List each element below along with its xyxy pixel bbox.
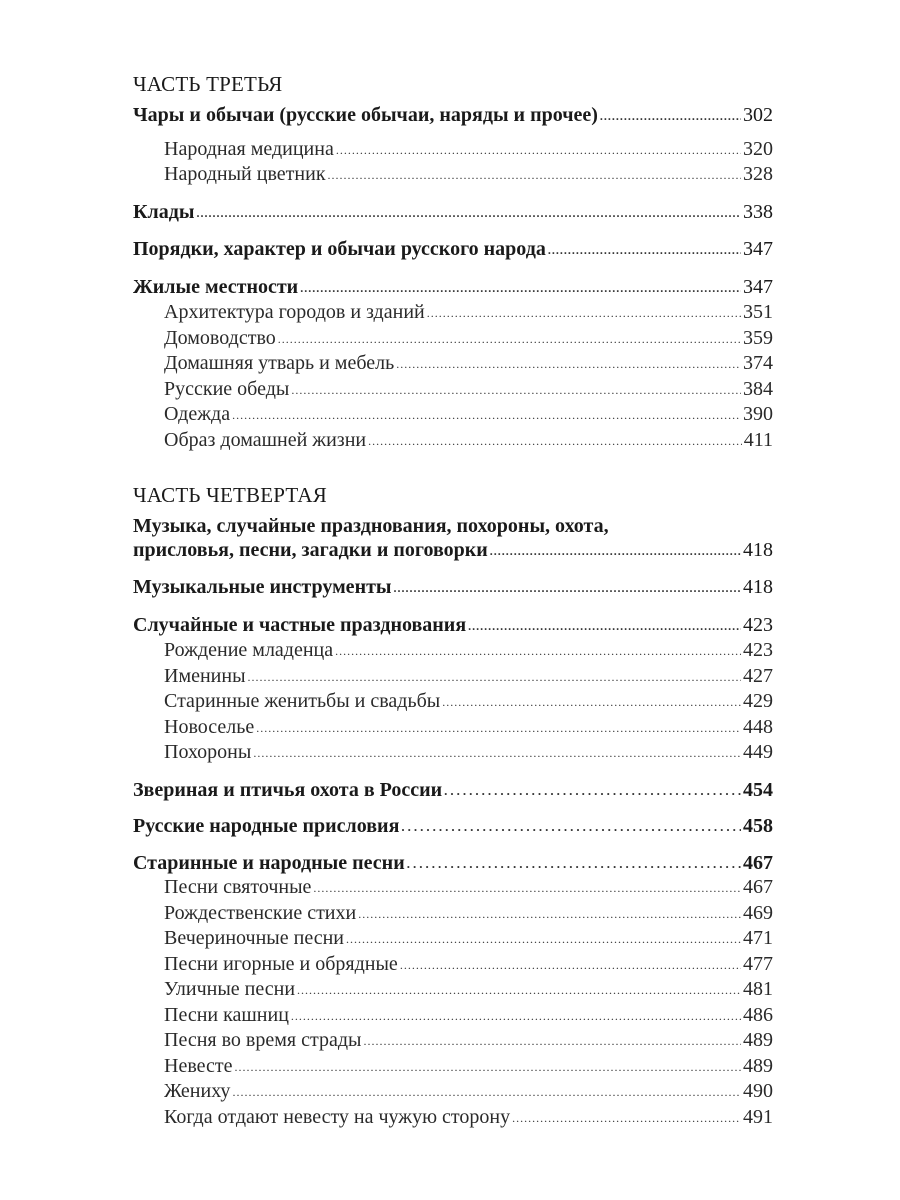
toc-subentry[interactable] [133,639,773,665]
toc-subentry[interactable] [133,978,773,1004]
dot-leader [548,239,741,263]
toc-entry[interactable] [133,614,773,640]
toc-subentry[interactable] [133,716,773,742]
toc-subentry-page: 477 [743,952,773,975]
toc-section [133,576,773,602]
dot-leader [512,1107,741,1131]
toc-subentry-page: 328 [743,163,773,185]
toc-entry[interactable] [133,276,773,302]
toc-subentry[interactable] [133,1106,773,1132]
toc-subentry[interactable] [133,327,773,353]
toc-section [133,238,773,264]
toc-entry[interactable] [133,576,773,602]
toc-subentry[interactable] [133,352,773,378]
toc-entry[interactable] [133,201,773,227]
dot-leader [401,815,741,839]
toc-subentry-page: 481 [743,978,773,1000]
dot-leader [297,979,741,1003]
toc-subentry-page: 490 [743,1080,773,1102]
toc-subentry-page: 427 [743,664,773,687]
part-heading: ЧАСТЬ ЧЕТВЕРТАЯ [133,483,327,507]
toc-subentry-title: Народная медицина [164,137,334,160]
toc-subentry[interactable] [133,378,773,404]
dot-leader [232,404,741,428]
toc-entry-title-line1: Музыка, случайные празднования, похороны, охота, [133,515,609,537]
toc-section [133,515,773,564]
toc-subentry-title: Похороны [164,741,252,763]
dot-leader [335,640,741,664]
dot-leader [442,691,741,715]
dot-leader [400,954,741,978]
dot-leader [368,430,742,454]
toc-subentry-page: 449 [743,741,773,763]
toc-subentry-page: 467 [743,876,773,898]
toc-subentry-page: 390 [743,403,773,425]
toc-subentry-page: 429 [743,690,773,712]
toc-entry-page: 347 [743,238,773,260]
dot-leader [396,353,741,377]
toc-entry-title: Клады [133,200,195,223]
dot-leader [490,540,741,564]
part-spacer [133,463,773,481]
toc-subentry-page: 491 [743,1105,773,1128]
toc-section [133,614,773,767]
dot-leader [235,1056,741,1080]
toc-subentry[interactable] [133,953,773,979]
toc-subentry-title: Образ домашней жизни [164,428,367,451]
toc-entry-page: 467 [743,851,773,874]
toc-entry-page: 418 [743,538,773,561]
dot-leader [278,328,741,352]
toc-entry[interactable] [133,815,773,840]
toc-section [133,201,773,227]
dot-leader [328,164,741,188]
toc-entry-page: 454 [743,778,773,801]
toc-subentry[interactable] [133,927,773,953]
toc-entry-title: присловья, песни, загадки и поговорки [133,538,488,561]
toc-entry-title: Звериная и птичья охота в России [133,778,443,801]
toc-subentry[interactable] [133,1055,773,1081]
toc-subentry[interactable] [133,690,773,716]
toc-subentry-title: Песни кашниц [164,1003,289,1026]
dot-leader [232,1081,741,1105]
toc-entry[interactable] [133,104,773,130]
toc-subentry-title: Рождественские стихи [164,901,357,924]
toc-subentry-page: 374 [743,352,773,374]
toc-subentry-page: 351 [743,301,773,323]
toc-subentry-title: Новоселье [164,715,255,738]
toc-entry[interactable] [133,539,773,565]
dot-leader [336,139,741,163]
toc-subentry[interactable] [133,403,773,429]
part-heading: ЧАСТЬ ТРЕТЬЯ [133,72,283,96]
toc-entry-title: Музыкальные инструменты [133,576,392,598]
toc-subentry-title: Невесте [164,1054,233,1077]
toc-entry-page: 418 [743,576,773,598]
toc-subentry-title: Старинные женитьбы и свадьбы [164,690,441,712]
toc-subentry[interactable] [133,1004,773,1030]
toc-subentry[interactable] [133,902,773,928]
dot-leader [291,379,741,403]
toc-subentry-title: Песня во время страды [164,1029,362,1051]
toc-entry-page: 458 [743,815,773,837]
toc-subentry-page: 411 [743,428,773,451]
toc-entry-title: Старинные и народные песни [133,851,405,874]
toc-entry-title: Русские народные присловия [133,815,400,837]
dot-leader [358,903,741,927]
toc-subentry-title: Песни святочные [164,876,312,898]
toc-entry-page: 347 [743,275,773,298]
toc-entry[interactable] [133,852,773,877]
toc-subentry-page: 359 [743,326,773,349]
toc-subentry-title: Архитектура городов и зданий [164,301,425,323]
toc-subentry[interactable] [133,429,773,455]
toc-subentry-title: Песни игорные и обрядные [164,952,398,975]
toc-subentry-page: 489 [743,1029,773,1051]
toc-subentry[interactable] [133,138,773,164]
toc-subentry-title: Русские обеды [164,377,290,400]
toc-subentry[interactable] [133,301,773,327]
toc-subentry-page: 448 [743,715,773,738]
toc-section [133,852,773,1132]
toc-subentry-page: 486 [743,1003,773,1026]
toc-entry-page: 338 [743,200,773,223]
toc-subentry-title: Народный цветник [164,163,326,185]
toc-entry-title: Жилые местности [133,275,299,298]
toc-entry-page: 302 [743,104,773,126]
toc-subentry-title: Рождение младенца [164,639,334,661]
toc-entry-title: Случайные и частные празднования [133,613,467,636]
toc-subentry[interactable] [133,1080,773,1106]
toc-subentry-page: 384 [743,377,773,400]
toc-subentry-title: Именины [164,664,246,687]
dot-leader [468,615,741,639]
dot-leader [196,202,741,226]
toc-subentry-page: 471 [743,927,773,949]
toc-section [133,815,773,840]
toc-subentry[interactable] [133,876,773,902]
dot-leader [346,928,741,952]
toc-subentry[interactable] [133,163,773,189]
dot-leader [444,779,741,803]
toc-entry-page: 423 [743,613,773,636]
dot-leader [363,1030,741,1054]
toc-section [133,276,773,455]
toc-section [133,104,773,189]
dot-leader [256,717,741,741]
dot-leader [427,302,741,326]
dot-leader [300,277,741,301]
toc-entry-title: Порядки, характер и обычаи русского народа [133,238,546,260]
toc-section [133,779,773,804]
dot-leader [253,742,741,766]
dot-leader [600,105,741,129]
toc-subentry-title: Вечериночные песни [164,927,344,949]
dot-leader [248,666,741,690]
toc-subentry-page: 320 [743,137,773,160]
dot-leader [407,852,741,876]
toc-subentry-title: Домашняя утварь и мебель [164,352,395,374]
dot-leader [291,1005,741,1029]
toc-entry[interactable] [133,238,773,264]
toc-entry-title: Чары и обычаи (русские обычаи, наряды и прочее) [133,104,598,126]
toc-subentry-title: Уличные песни [164,978,296,1000]
toc-subentry-title: Когда отдают невесту на чужую сторону [164,1105,511,1128]
toc-subentry-title: Домоводство [164,326,276,349]
toc-entry[interactable] [133,779,773,804]
dot-leader [313,877,741,901]
toc-subentry[interactable] [133,665,773,691]
toc-subentry-page: 489 [743,1054,773,1077]
toc-subentry-page: 423 [743,639,773,661]
dot-leader [394,577,741,601]
toc-subentry[interactable] [133,741,773,767]
toc-subentry-title: Одежда [164,403,231,425]
toc-subentry-title: Жениху [164,1080,231,1102]
toc-subentry[interactable] [133,1029,773,1055]
table-of-contents [133,70,773,1140]
toc-subentry-page: 469 [743,901,773,924]
